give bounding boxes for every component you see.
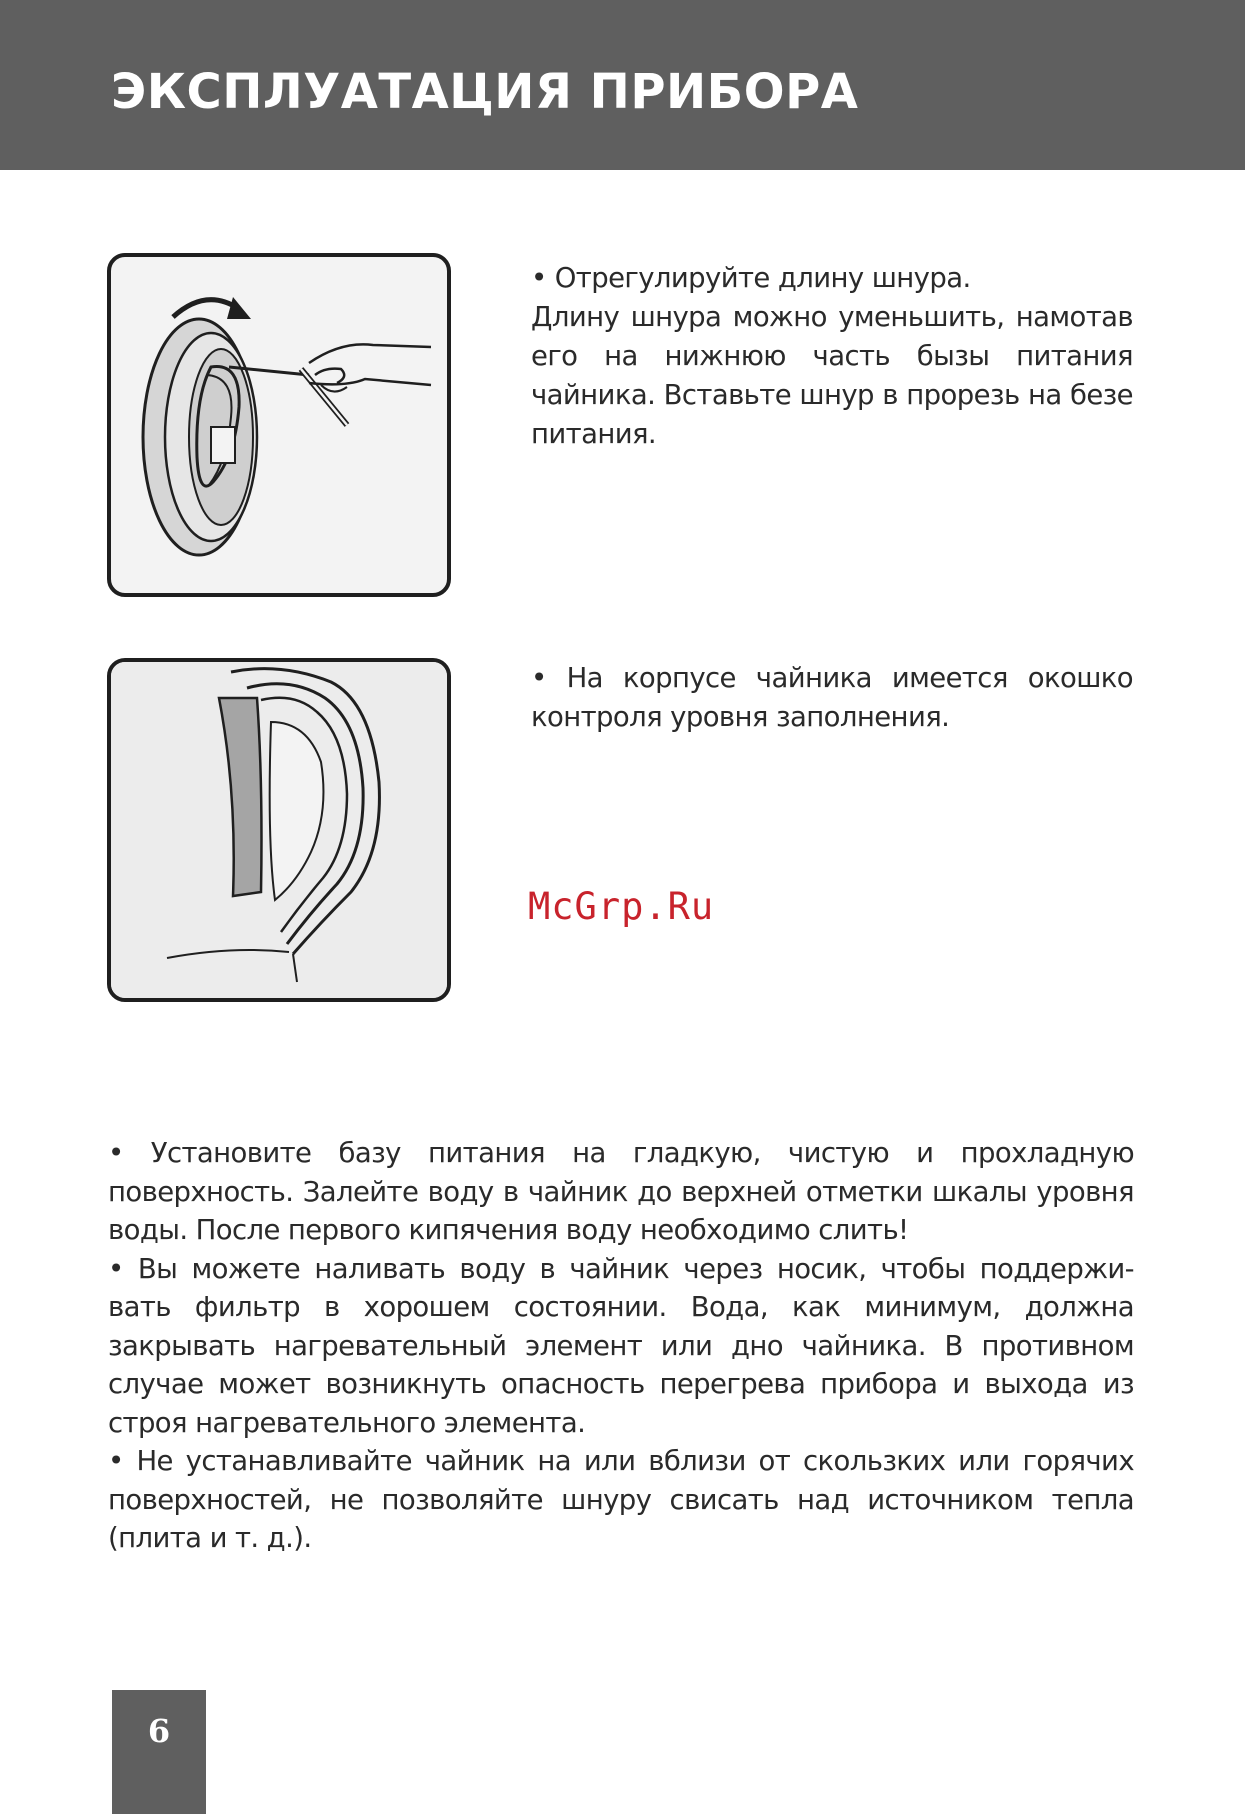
page-number: 6 — [147, 1712, 171, 1750]
page-number-tab — [112, 1690, 206, 1814]
instruction-heading: • Отрегулируйте длину шнура. — [531, 262, 971, 294]
water-level-window-illustration — [107, 658, 451, 1002]
cord-length-instructions — [531, 259, 1133, 454]
water-level-text: • На корпусе чайника имеется окошко контроля уровня заполнения. — [531, 662, 1133, 733]
kettle-window-icon — [111, 662, 447, 998]
page-header — [0, 0, 1245, 170]
water-level-note — [531, 659, 1133, 737]
cord-wrap-icon — [111, 257, 447, 593]
watermark: McGrp.Ru — [528, 885, 715, 928]
instruction-paragraph: • Установите базу питания на гладкую, чистую и прохладную поверхность. Залейте воду в чайник до верхней отметки шкалы уровня воды. После первого кипячения воду необходимо слить! — [108, 1137, 1134, 1246]
cord-wrap-illustration — [107, 253, 451, 597]
page-title: ЭКСПЛУАТАЦИЯ ПРИБОРА — [111, 64, 859, 120]
usage-instructions — [108, 1134, 1134, 1558]
instruction-paragraph: • Не устанавливайте чайник на или вблизи от скользких или горячих поверхностей, не позволяйте шнуру свисать над источником тепла (плита и т. д.). — [108, 1445, 1134, 1554]
instruction-paragraph: • Вы можете наливать воду в чайник через носик, чтобы поддержи-вать фильтр в хорошем состоянии. Вода, как минимум, должна закрывать нагревательный элемент или дно чайника. В противном случае может возникнуть опасность перегрева прибора и выхода из строя нагревательного элемента. — [108, 1252, 1134, 1439]
instruction-body: Длину шнура можно уменьшить, намотав его на нижнюю часть бызы питания чайника. Вставьте шнур в прорезь на безе питания. — [531, 301, 1133, 450]
